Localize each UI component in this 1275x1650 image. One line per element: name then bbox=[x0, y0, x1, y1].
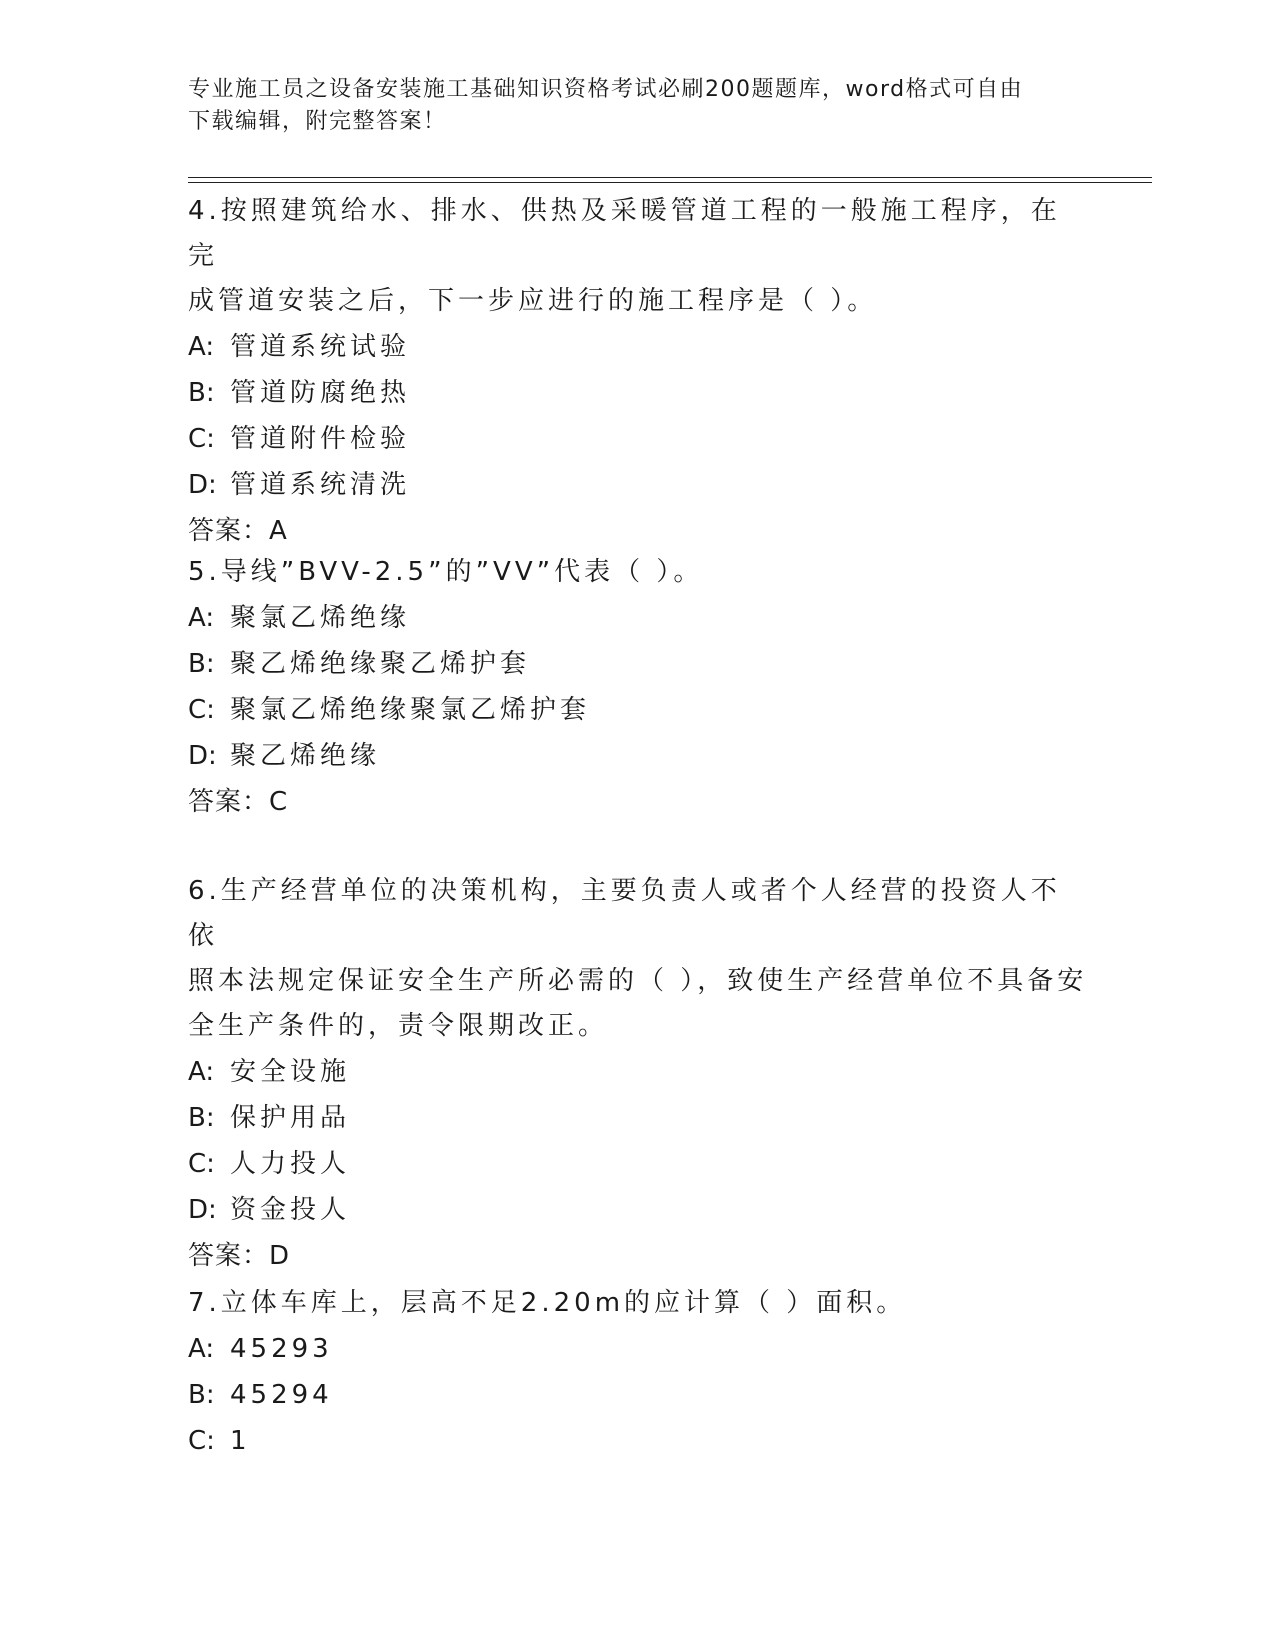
option-c bbox=[188, 687, 1088, 733]
option-key: A: bbox=[188, 1334, 215, 1364]
option-a bbox=[188, 595, 1088, 641]
option-text: 聚氯乙烯绝缘聚氯乙烯护套 bbox=[230, 695, 591, 725]
option-text: 管道附件检验 bbox=[230, 424, 411, 454]
option-key: B: bbox=[188, 378, 215, 408]
option-d bbox=[188, 733, 1088, 779]
option-key: C: bbox=[188, 1149, 215, 1179]
option-key: C: bbox=[188, 424, 215, 454]
option-text: 管道系统清洗 bbox=[230, 470, 411, 500]
option-c bbox=[188, 416, 1088, 462]
option-a bbox=[188, 1049, 1088, 1095]
option-text: 安全设施 bbox=[230, 1057, 351, 1087]
option-b bbox=[188, 1095, 1088, 1141]
option-d bbox=[188, 1187, 1088, 1233]
answer-line: 答案：D bbox=[188, 1241, 291, 1271]
option-key: D: bbox=[188, 1195, 217, 1225]
option-text: 人力投人 bbox=[230, 1149, 351, 1179]
option-text: 45293 bbox=[230, 1334, 333, 1364]
option-key: D: bbox=[188, 741, 217, 771]
document-header bbox=[188, 74, 1068, 138]
option-key: D: bbox=[188, 470, 217, 500]
option-text: 管道系统试验 bbox=[230, 332, 411, 362]
option-text: 资金投人 bbox=[230, 1195, 351, 1225]
header-rule-top bbox=[188, 177, 1152, 178]
option-a bbox=[188, 324, 1088, 370]
question-6 bbox=[188, 869, 1088, 1279]
option-text: 保护用品 bbox=[230, 1103, 351, 1133]
option-text: 管道防腐绝热 bbox=[230, 378, 411, 408]
question-4 bbox=[188, 189, 1088, 554]
option-key: B: bbox=[188, 649, 215, 679]
option-key: A: bbox=[188, 603, 215, 633]
option-key: B: bbox=[188, 1103, 215, 1133]
option-b bbox=[188, 1372, 1088, 1418]
question-stem-line: 全生产条件的，责令限期改正。 bbox=[188, 1011, 609, 1041]
option-key: A: bbox=[188, 332, 215, 362]
option-a bbox=[188, 1326, 1088, 1372]
option-text: 1 bbox=[230, 1426, 251, 1456]
question-stem-line: 照本法规定保证安全生产所必需的（ ），致使生产经营单位不具备安 bbox=[188, 966, 1088, 996]
question-stem-line: 7.立体车库上，层高不足2.20m的应计算（ ）面积。 bbox=[188, 1288, 907, 1318]
option-text: 聚乙烯绝缘 bbox=[230, 741, 381, 771]
option-b bbox=[188, 641, 1088, 687]
question-stem-line: 成管道安装之后，下一步应进行的施工程序是（ ）。 bbox=[188, 286, 878, 316]
option-b bbox=[188, 370, 1088, 416]
option-d bbox=[188, 462, 1088, 508]
option-text: 聚乙烯绝缘聚乙烯护套 bbox=[230, 649, 531, 679]
header-rule-bottom bbox=[188, 182, 1152, 183]
answer-line: 答案：C bbox=[188, 787, 289, 817]
option-key: A: bbox=[188, 1057, 215, 1087]
question-stem-line: 5.导线”BVV-2.5”的”VV”代表（ ）。 bbox=[188, 557, 704, 587]
option-c bbox=[188, 1418, 1088, 1464]
option-text: 45294 bbox=[230, 1380, 333, 1410]
option-text: 聚氯乙烯绝缘 bbox=[230, 603, 411, 633]
answer-line: 答案：A bbox=[188, 516, 288, 546]
question-7 bbox=[188, 1281, 1088, 1464]
header-line-2: 下载编辑，附完整答案！ bbox=[188, 109, 447, 134]
header-line-1: 专业施工员之设备安装施工基础知识资格考试必刷200题题库，word格式可自由 bbox=[188, 77, 1024, 102]
question-stem-line: 6.生产经营单位的决策机构，主要负责人或者个人经营的投资人不依 bbox=[188, 876, 1061, 951]
question-stem-line: 4.按照建筑给水、排水、供热及采暖管道工程的一般施工程序，在完 bbox=[188, 196, 1061, 271]
option-key: B: bbox=[188, 1380, 215, 1410]
question-5 bbox=[188, 550, 1088, 825]
option-key: C: bbox=[188, 1426, 215, 1456]
option-key: C: bbox=[188, 695, 215, 725]
option-c bbox=[188, 1141, 1088, 1187]
